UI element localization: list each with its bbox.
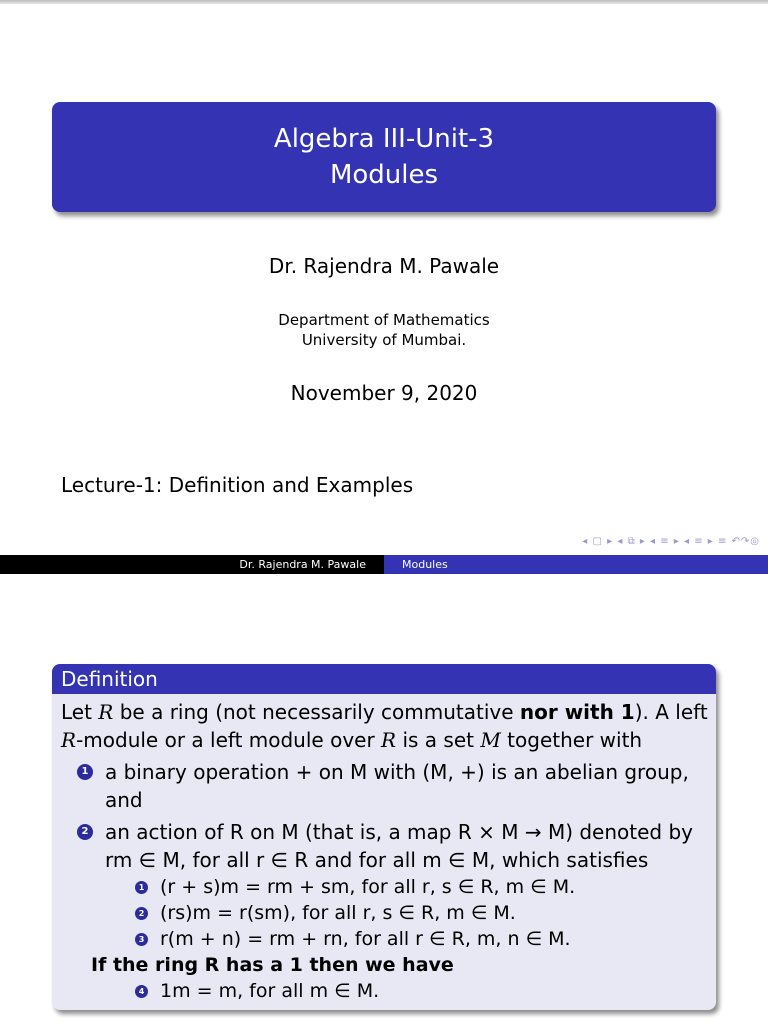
- list-item-text: an action of R on M (that is, a map R × M → M) denoted by rm ∈ M, for all r ∈ R and for all m ∈ M, which satisfies: [105, 820, 694, 872]
- number-bullet: 2: [135, 907, 148, 920]
- unity-note: If the ring R has a 1 then we have: [91, 954, 454, 976]
- number-bullet: 4: [135, 985, 148, 998]
- affiliation: [0, 310, 768, 350]
- top-rule: [0, 0, 768, 4]
- sub-item-text: r(m + n) = rm + rn, for all r ∈ R, m, n ∈ M.: [160, 928, 571, 950]
- number-bullet: 2: [77, 824, 93, 840]
- author: Dr. Rajendra M. Pawale: [268, 254, 500, 278]
- sub-list-item: [107, 926, 708, 952]
- footer-author: Dr. Rajendra M. Pawale: [0, 555, 384, 574]
- footer-title: Modules: [384, 555, 768, 574]
- beamer-navigation-icons[interactable]: ◂ ▢ ▸ ◂ ⧉ ▸ ◂ ≡ ▸ ◂ ≡ ▸ ≡ ↶↷◎: [582, 536, 760, 547]
- number-bullet: 3: [135, 933, 148, 946]
- department: Department of Mathematics: [278, 311, 490, 329]
- lecture-title: Lecture-1: Definition and Examples: [61, 473, 414, 497]
- title-line-2: Modules: [329, 160, 439, 190]
- list-item-text: a binary operation + on M with (M, +) is an abelian group, and: [105, 760, 689, 812]
- definition-body: [52, 694, 716, 1004]
- definition-heading: Definition: [52, 664, 716, 694]
- sub-list-item: [107, 978, 708, 1004]
- sub-list-item: [107, 900, 708, 926]
- list-item: [61, 758, 708, 814]
- number-bullet: 1: [77, 764, 93, 780]
- sub-item-text: (r + s)m = rm + sm, for all r, s ∈ R, m ∈ M.: [160, 876, 576, 898]
- list-item: [61, 818, 708, 874]
- title-line-1: Algebra III-Unit-3: [273, 124, 495, 154]
- sub-list-item: [107, 874, 708, 900]
- sub-item-text: (rs)m = r(sm), for all r, s ∈ R, m ∈ M.: [160, 902, 516, 924]
- number-bullet: 1: [135, 881, 148, 894]
- definition-intro: Let R be a ring (not necessarily commutative nor with 1). A left R-module or a left module over R is a set M together with: [61, 700, 708, 752]
- sub-item-text: 1m = m, for all m ∈ M.: [160, 980, 380, 1002]
- definition-block: [52, 664, 716, 1010]
- university: University of Mumbai.: [301, 331, 467, 349]
- date: November 9, 2020: [290, 381, 478, 405]
- footer-bar: [0, 555, 768, 574]
- title-box: [52, 102, 716, 212]
